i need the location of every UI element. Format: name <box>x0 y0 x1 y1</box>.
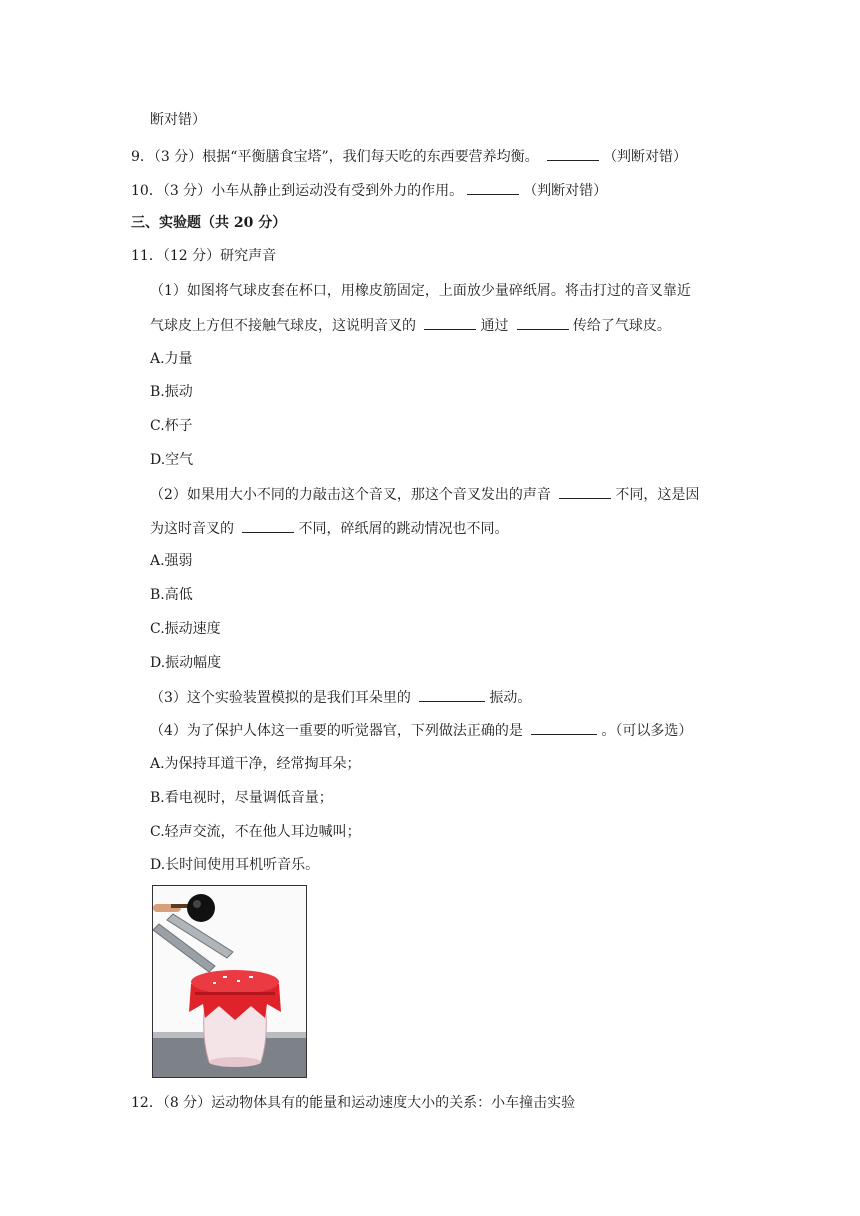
q11-part1-text-c: 传给了气球皮。 <box>572 318 671 334</box>
q11-part2-blank-1[interactable] <box>559 484 611 499</box>
q11-part2-option-a[interactable]: A.强弱 <box>150 553 193 569</box>
q11-part4-option-c[interactable]: C.轻声交流，不在他人耳边喊叫； <box>150 824 361 840</box>
q11-part4-text-b: 。（可以多选） <box>601 723 693 739</box>
q11-part2-line2 <box>150 518 508 539</box>
q9-answer-blank[interactable] <box>547 146 599 161</box>
q11-part2-text-a: （2）如果用大小不同的力敲击这个音叉，那这个音叉发出的声音 <box>150 487 551 503</box>
q9-points: （3 分） <box>153 149 203 165</box>
paper-bit <box>237 980 240 982</box>
q9-text: 根据“平衡膳食宝塔”，我们每天吃的东西要营养均衡。 <box>202 149 539 165</box>
q10-text: 小车从静止到运动没有受到外力的作用。 <box>211 183 464 199</box>
q10-suffix: （判断对错） <box>523 183 608 199</box>
q11-part4-text-a: （4）为了保护人体这一重要的听觉器官，下列做法正确的是 <box>150 723 523 739</box>
question-9 <box>131 146 687 167</box>
q11-part1-option-b[interactable]: B.振动 <box>150 384 193 400</box>
q10-points: （3 分） <box>162 183 212 199</box>
q11-part4-option-a[interactable]: A.为保持耳道干净，经常掏耳朵； <box>150 756 361 772</box>
q11-part2-blank-2[interactable] <box>242 518 294 533</box>
q11-part1-option-d[interactable]: D.空气 <box>150 452 194 468</box>
q11-part3-text-a: （3）这个实验装置模拟的是我们耳朵里的 <box>150 690 411 706</box>
q11-part3-blank[interactable] <box>419 687 485 702</box>
paper-bit <box>213 982 216 984</box>
q11-part1-option-a[interactable]: A.力量 <box>150 351 193 367</box>
q11-part1-line1: （1）如图将气球皮套在杯口，用橡皮筋固定，上面放少量碎纸屑。将击打过的音叉靠近 <box>150 283 691 299</box>
q11-part1-option-c[interactable]: C.杯子 <box>150 418 193 434</box>
q11-part1-text-a: 气球皮上方但不接触气球皮，这说明音叉的 <box>150 318 416 334</box>
experiment-illustration <box>153 886 306 1077</box>
mallet-head <box>187 894 215 922</box>
q11-part2-text-c: 为这时音叉的 <box>150 521 234 537</box>
question-10 <box>131 180 607 201</box>
q10-answer-blank[interactable] <box>467 180 519 195</box>
q11-part4-option-b[interactable]: B.看电视时，尽量调低音量； <box>150 790 333 806</box>
q11-part2-text-d: 不同，碎纸屑的跳动情况也不同。 <box>298 521 509 537</box>
section-3-heading: 三、实验题（共 20 分） <box>131 215 287 231</box>
q11-part4-option-d[interactable]: D.长时间使用耳机听音乐。 <box>150 857 320 873</box>
q9-suffix: （判断对错） <box>603 149 688 165</box>
q11-part2-option-c[interactable]: C.振动速度 <box>150 621 221 637</box>
q11-part1-line2 <box>150 315 671 336</box>
mallet-highlight <box>193 900 201 908</box>
rubber-band <box>195 992 275 995</box>
q11-part3-text-b: 振动。 <box>489 690 532 706</box>
q11-part1-blank-2[interactable] <box>517 315 569 330</box>
q11-part2-option-b[interactable]: B.高低 <box>150 587 193 603</box>
q11-part4-blank[interactable] <box>531 720 597 735</box>
q11-header: 11．（12 分）研究声音 <box>131 248 277 264</box>
q10-number: 10． <box>131 183 163 199</box>
paper-bit <box>249 976 253 978</box>
q11-part1-blank-1[interactable] <box>424 315 476 330</box>
paper-bit <box>223 976 227 978</box>
q11-part1-text-b: 通过 <box>480 318 509 334</box>
balloon-top <box>191 970 279 994</box>
q11-part3 <box>150 687 531 708</box>
tuning-fork-experiment-figure <box>152 885 307 1078</box>
q11-part2-option-d[interactable]: D.振动幅度 <box>150 655 222 671</box>
q11-part4 <box>150 720 692 741</box>
q9-number: 9． <box>131 149 154 165</box>
q11-part2-line1 <box>150 484 699 505</box>
jar-base <box>209 1057 261 1067</box>
question-12: 12．（8 分）运动物体具有的能量和运动速度大小的关系：小车撞击实验 <box>131 1095 576 1111</box>
mallet-handle <box>171 904 189 908</box>
q11-part2-text-b: 不同，这是因 <box>615 487 700 503</box>
q8-tail: 断对错） <box>150 112 206 128</box>
